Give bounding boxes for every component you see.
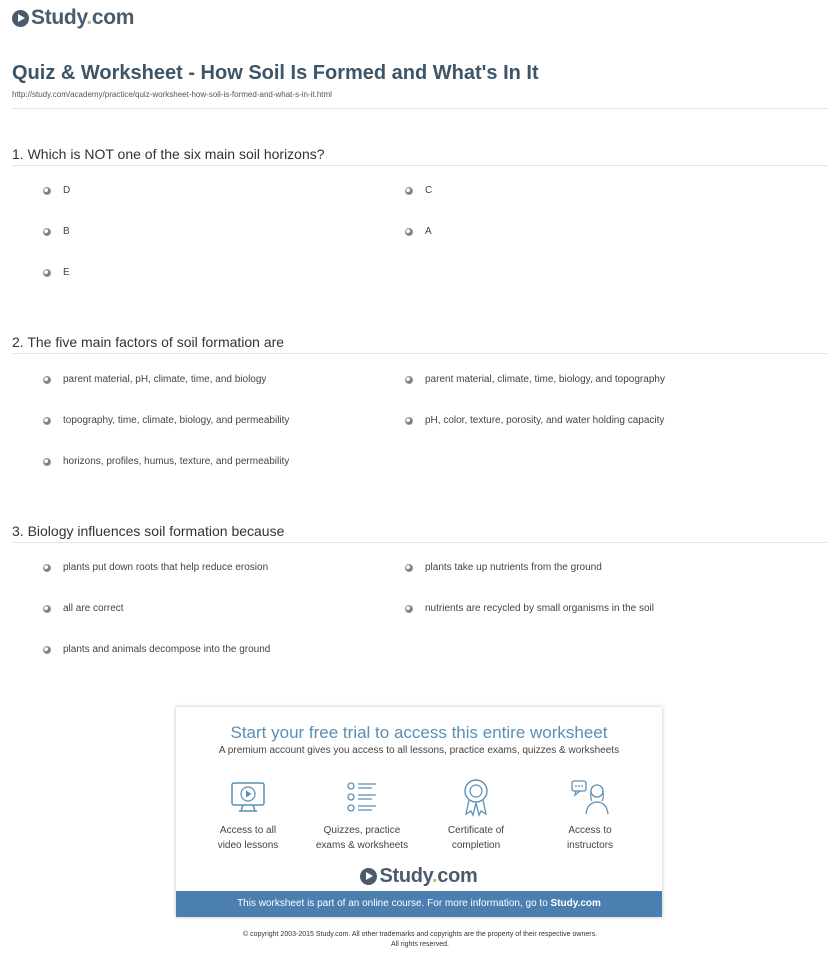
premium-promo-panel (176, 707, 662, 917)
radio-icon[interactable] (43, 376, 51, 384)
feature-caption: Quizzes, practice exams & worksheets (315, 825, 409, 851)
instructor-icon (570, 777, 610, 817)
page-url: http://study.com/academy/practice/quiz-worksheet-how-soil-is-formed-and-what-s-in-it.html (12, 90, 332, 99)
question-1: 1. Which is NOT one of the six main soil horizons? (12, 146, 325, 162)
question-3: 3. Biology influences soil formation because (12, 523, 285, 539)
study-link[interactable]: Study.com (550, 898, 601, 909)
video-lesson-icon (228, 777, 268, 817)
feature-caption: Certificate of completion (447, 825, 505, 851)
logo-wordmark: Study.com (379, 865, 478, 887)
radio-icon[interactable] (43, 458, 51, 466)
answer-option[interactable]: plants and animals decompose into the ground (43, 644, 270, 655)
question-2: 2. The five main factors of soil formation are (12, 334, 285, 350)
play-logo-icon (360, 868, 377, 885)
logo-wordmark: Study.com (31, 6, 135, 29)
answer-option[interactable]: all are correct (43, 603, 124, 614)
quiz-list-icon (342, 777, 382, 817)
play-logo-icon (12, 10, 29, 27)
radio-icon[interactable] (405, 564, 413, 572)
promo-study-logo[interactable] (176, 865, 662, 888)
radio-icon[interactable] (405, 228, 413, 236)
divider (12, 108, 828, 109)
answer-option[interactable]: pH, color, texture, porosity, and water holding capacity (405, 415, 664, 426)
radio-icon[interactable] (43, 269, 51, 277)
feature-caption: Access to all video lessons (217, 825, 279, 851)
divider (12, 165, 828, 166)
radio-icon[interactable] (43, 187, 51, 195)
answer-option[interactable]: topography, time, climate, biology, and permeability (43, 415, 289, 426)
answer-option[interactable]: C (405, 185, 432, 196)
answer-option[interactable]: horizons, profiles, humus, texture, and permeability (43, 456, 289, 467)
feature-video-lessons (193, 777, 303, 853)
answer-option[interactable]: D (43, 185, 70, 196)
answer-option[interactable]: B (43, 226, 70, 237)
course-info-bar: This worksheet is part of an online course. For more information, go to Study.com (176, 891, 662, 917)
radio-icon[interactable] (43, 646, 51, 654)
radio-icon[interactable] (43, 564, 51, 572)
divider (12, 353, 828, 354)
answer-option[interactable]: A (405, 226, 432, 237)
feature-certificate (421, 777, 531, 853)
feature-quizzes (307, 777, 417, 853)
divider (12, 542, 828, 543)
radio-icon[interactable] (405, 187, 413, 195)
promo-subheading: A premium account gives you access to all lessons, practice exams, quizzes & worksheets (218, 745, 620, 756)
answer-option[interactable]: plants put down roots that help reduce erosion (43, 562, 268, 573)
radio-icon[interactable] (43, 228, 51, 236)
answer-option[interactable]: E (43, 267, 70, 278)
radio-icon[interactable] (405, 417, 413, 425)
copyright-notice: © copyright 2003-2015 Study.com. All other trademarks and copyrights are the property of their respective owners. All rights reserved. (242, 931, 598, 948)
answer-option[interactable]: parent material, climate, time, biology, and topography (405, 374, 665, 385)
study-logo[interactable] (12, 6, 134, 30)
page-title: Quiz & Worksheet - How Soil Is Formed and What's In It (12, 62, 539, 84)
certificate-icon (456, 777, 496, 817)
radio-icon[interactable] (43, 605, 51, 613)
radio-icon[interactable] (405, 376, 413, 384)
answer-option[interactable]: plants take up nutrients from the ground (405, 562, 602, 573)
radio-icon[interactable] (405, 605, 413, 613)
answer-option[interactable]: nutrients are recycled by small organisms in the soil (405, 603, 654, 614)
feature-caption: Access to instructors (566, 825, 614, 851)
radio-icon[interactable] (43, 417, 51, 425)
promo-heading[interactable]: Start your free trial to access this entire worksheet (230, 723, 608, 742)
feature-instructors (535, 777, 645, 853)
answer-option[interactable]: parent material, pH, climate, time, and biology (43, 374, 266, 385)
